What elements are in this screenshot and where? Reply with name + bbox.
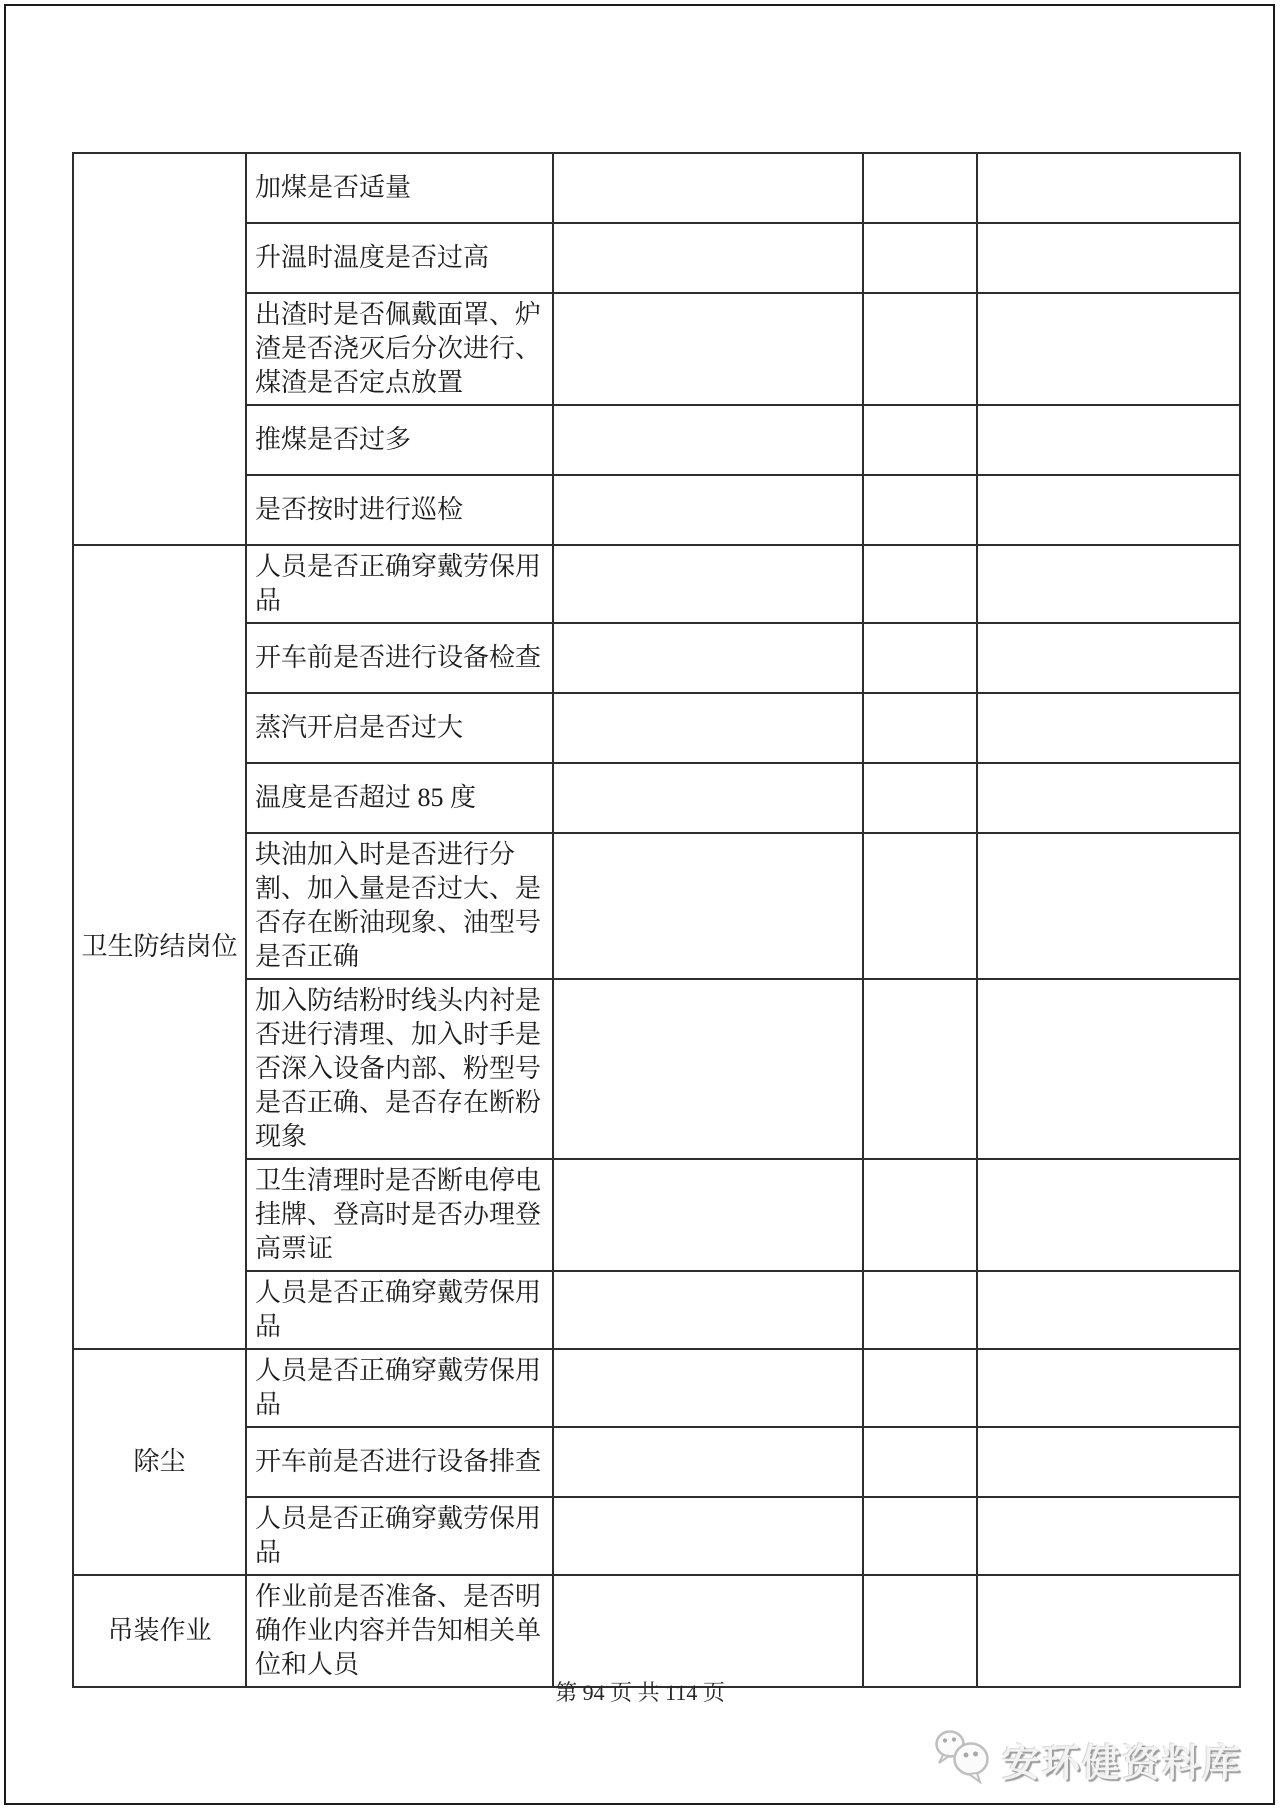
empty-cell: [553, 153, 863, 223]
group-label-cell: 除尘: [73, 1349, 246, 1575]
watermark: [932, 1728, 1242, 1791]
table-row: [73, 1427, 1240, 1497]
table-row: [73, 623, 1240, 693]
checklist-item-cell: 温度是否超过 85 度: [246, 763, 553, 833]
checklist-item-cell: 推煤是否过多: [246, 405, 553, 475]
checklist-item-cell: 是否按时进行巡检: [246, 475, 553, 545]
empty-cell: [553, 1575, 863, 1687]
empty-cell: [977, 1427, 1240, 1497]
empty-cell: [977, 1349, 1240, 1427]
empty-cell: [863, 1159, 977, 1271]
empty-cell: [863, 153, 977, 223]
checklist-item-cell: 人员是否正确穿戴劳保用品: [246, 1349, 553, 1427]
safety-checklist-table: [72, 152, 1241, 1688]
checklist-item-cell: 人员是否正确穿戴劳保用品: [246, 545, 553, 623]
checklist-item-cell: 加煤是否适量: [246, 153, 553, 223]
checklist-item-cell: 块油加入时是否进行分割、加入量是否过大、是否存在断油现象、油型号是否正确: [246, 833, 553, 979]
empty-cell: [863, 979, 977, 1159]
empty-cell: [977, 833, 1240, 979]
empty-cell: [863, 1271, 977, 1349]
empty-cell: [553, 623, 863, 693]
group-label-cell: [73, 153, 246, 545]
empty-cell: [553, 833, 863, 979]
empty-cell: [553, 1427, 863, 1497]
table-row: [73, 405, 1240, 475]
empty-cell: [863, 293, 977, 405]
checklist-item-cell: 加入防结粉时线头内衬是否进行清理、加入时手是否深入设备内部、粉型号是否正确、是否存在断粉现象: [246, 979, 553, 1159]
checklist-item-cell: 人员是否正确穿戴劳保用品: [246, 1271, 553, 1349]
empty-cell: [977, 293, 1240, 405]
empty-cell: [553, 1349, 863, 1427]
empty-cell: [977, 763, 1240, 833]
checklist-item-cell: 人员是否正确穿戴劳保用品: [246, 1497, 553, 1575]
empty-cell: [863, 763, 977, 833]
table-row: [73, 223, 1240, 293]
empty-cell: [553, 1497, 863, 1575]
wechat-speech-bubbles-icon: [932, 1728, 992, 1791]
empty-cell: [977, 475, 1240, 545]
empty-cell: [977, 1271, 1240, 1349]
empty-cell: [977, 153, 1240, 223]
checklist-item-cell: 开车前是否进行设备排查: [246, 1427, 553, 1497]
empty-cell: [977, 545, 1240, 623]
group-label-cell: 卫生防结岗位: [73, 545, 246, 1349]
empty-cell: [553, 763, 863, 833]
table-row: [73, 979, 1240, 1159]
table-row: [73, 693, 1240, 763]
table-row: [73, 1575, 1240, 1687]
table-row: [73, 1497, 1240, 1575]
checklist-item-cell: 卫生清理时是否断电停电挂牌、登高时是否办理登高票证: [246, 1159, 553, 1271]
checklist-item-cell: 升温时温度是否过高: [246, 223, 553, 293]
watermark-text: 安环健资料库: [1001, 1743, 1242, 1785]
checklist-item-cell: 蒸汽开启是否过大: [246, 693, 553, 763]
empty-cell: [977, 223, 1240, 293]
empty-cell: [977, 1497, 1240, 1575]
checklist-item-cell: 作业前是否准备、是否明确作业内容并告知相关单位和人员: [246, 1575, 553, 1687]
empty-cell: [553, 223, 863, 293]
table-row: [73, 293, 1240, 405]
empty-cell: [977, 693, 1240, 763]
empty-cell: [863, 1349, 977, 1427]
empty-cell: [977, 1575, 1240, 1687]
empty-cell: [553, 1271, 863, 1349]
empty-cell: [977, 405, 1240, 475]
checklist-item-cell: 开车前是否进行设备检查: [246, 623, 553, 693]
empty-cell: [553, 979, 863, 1159]
page-number-footer: 第 94 页 共 114 页: [555, 1680, 725, 1705]
empty-cell: [863, 833, 977, 979]
table-row: [73, 475, 1240, 545]
empty-cell: [977, 1159, 1240, 1271]
table-row: [73, 833, 1240, 979]
empty-cell: [863, 1575, 977, 1687]
table-row: [73, 1349, 1240, 1427]
group-label-cell: 吊装作业: [73, 1575, 246, 1687]
empty-cell: [863, 223, 977, 293]
empty-cell: [553, 545, 863, 623]
empty-cell: [553, 693, 863, 763]
empty-cell: [863, 405, 977, 475]
empty-cell: [553, 475, 863, 545]
table-row: [73, 1159, 1240, 1271]
checklist-item-cell: 出渣时是否佩戴面罩、炉渣是否浇灭后分次进行、煤渣是否定点放置: [246, 293, 553, 405]
empty-cell: [977, 979, 1240, 1159]
empty-cell: [863, 475, 977, 545]
empty-cell: [977, 623, 1240, 693]
empty-cell: [863, 1497, 977, 1575]
empty-cell: [553, 405, 863, 475]
empty-cell: [553, 1159, 863, 1271]
table-row: [73, 1271, 1240, 1349]
table-row: [73, 545, 1240, 623]
empty-cell: [863, 545, 977, 623]
table-row: [73, 153, 1240, 223]
empty-cell: [553, 293, 863, 405]
table-row: [73, 763, 1240, 833]
empty-cell: [863, 623, 977, 693]
empty-cell: [863, 693, 977, 763]
empty-cell: [863, 1427, 977, 1497]
